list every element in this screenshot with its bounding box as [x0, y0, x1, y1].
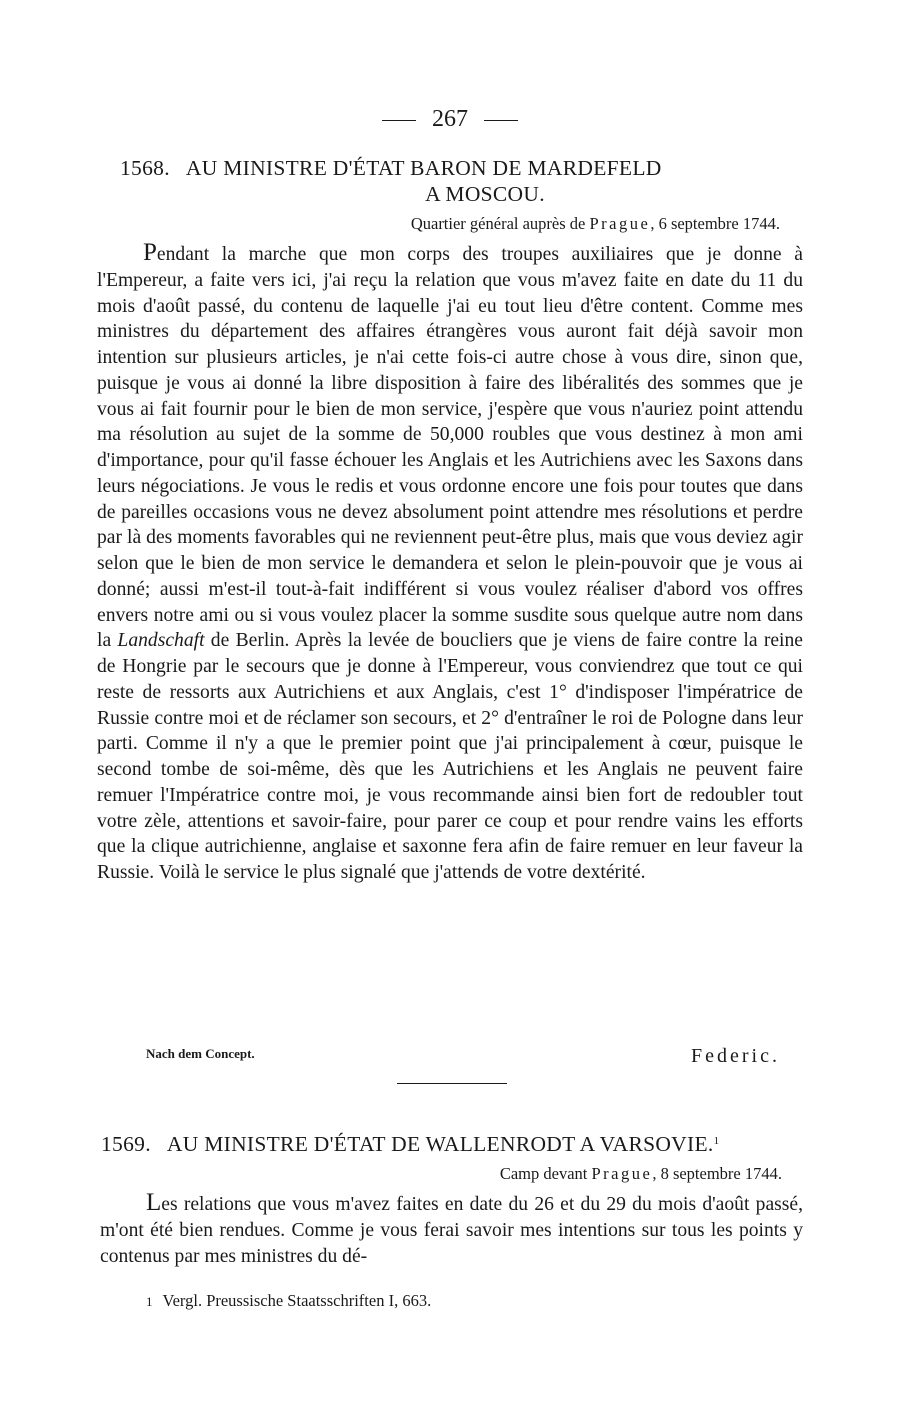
footnote [146, 1291, 431, 1311]
source-note: Nach dem Concept. [146, 1046, 255, 1061]
letter-heading-1568 [120, 155, 810, 207]
letter-dateline-1568 [411, 213, 780, 235]
footnote-marker: 1 [146, 1294, 153, 1309]
footnote-text: Vergl. Preussische Staatsschriften I, 663. [162, 1291, 432, 1310]
dateline-prefix: Camp devant [499, 1164, 588, 1183]
page-number [0, 104, 900, 134]
dateline-prefix: Quartier général auprès de [410, 214, 586, 233]
letter-body-1569 [100, 1190, 803, 1269]
letter-number: 1568. [120, 156, 170, 180]
footnote-reference: 1 [713, 1135, 720, 1147]
body-text: es relations que vous m'avez faites en date du 26 et du 29 du mois d'août passé, m'ont été bien rendues. Comme je vous ferai savoir mes intentions sur tous les points y contenus par mes ministres du dé- [100, 1194, 803, 1267]
page-number-value: 267 [432, 106, 468, 132]
dateline-suffix: , 6 septembre 1744. [650, 214, 780, 233]
letter-title: AU MINISTRE D'ÉTAT DE WALLENRODT A VARSOVIE. [166, 1132, 714, 1156]
body-initial: P [143, 239, 157, 266]
letter-heading-1569 [101, 1128, 821, 1157]
letter-number: 1569. [101, 1132, 151, 1156]
section-divider [397, 1083, 507, 1084]
body-initial: L [146, 1189, 162, 1216]
body-text-part2: de Berlin. Après la levée de boucliers que je viens de faire contre la reine de Hongrie par le secours que je donne à l'Empereur, vous conviendrez que tout ce qui reste de ressorts aux Autrichiens et aux Anglais, c'est 1° d'indisposer l'impératrice de Russie contre moi et de réclamer son secours, et 2° d'entraîner le roi de Pologne dans leur parti. Comme il n'y a que le premier point que j'ai principalement à cœur, puisque le second tombe de soi-même, dès que les Autrichiens et les Anglais ne peuvent faire remuer l'Impératrice contre moi, je vous recommande ainsi bien fort de redoubler tout votre zèle, attentions et savoir-faire, pour parer ce coup et pour rendre vains les efforts que la clique autrichienne, anglaise et saxonne fera afin de faire remuer en leur faveur la Russie. Voilà le service le plus signalé que j'attends de votre dextérité. [97, 630, 803, 883]
page-number-left-rule [382, 120, 416, 121]
dateline-place: Prague [589, 214, 651, 233]
letter-body-1568 [97, 240, 803, 886]
page-number-right-rule [484, 120, 518, 121]
letter-dateline-1569 [500, 1163, 782, 1185]
dateline-place: Prague [591, 1164, 653, 1183]
letter-title-line1: AU MINISTRE D'ÉTAT BARON DE MARDEFELD [185, 156, 662, 180]
body-italic-term: Landschaft [117, 630, 205, 652]
body-text-part1: endant la marche que mon corps des troupes auxiliaires que je donne à l'Empereur, a faite vers ici, j'ai reçu la relation que vous m'avez faite en date du 11 du mois d'août passé, du contenu de laquelle j'ai eu tout lieu d'être content. Comme mes ministres du département des affaires étrangères vous auront fait déjà savoir mon intention sur plusieurs articles, je n'ai cette fois-ci autre chose à vous dire, sinon que, puisque je vous ai donné la libre disposition à faire des libéralités des sommes que je vous ai fait fournir pour le bien de mon service, j'espère que vous n'auriez point attendu ma résolution au sujet de la somme de 50,000 roubles que vous destinez à mon ami d'importance, pour qu'il fasse échouer les Anglais et les Autrichiens avec les Saxons dans leurs négociations. Je vous le redis et vous ordonne encore une fois pour toutes que dans de pareilles occasions vous ne devez absolument point attendre mes résolutions et perdre par là des moments favorables qui ne reviennent peut-être plus, mais que vous deviez agir selon que le bien de mon service le demandera et selon le plein-pouvoir que je vous ai donné; aussi m'est-il tout-à-fait indifférent si vous voulez réaliser d'abord vos offres envers notre ami ou si vous voulez placer la somme susdite sous quelque autre nom dans la [97, 244, 803, 652]
letter-title-line2: A MOSCOU. [425, 182, 545, 206]
dateline-suffix: , 8 septembre 1744. [652, 1164, 782, 1183]
signature: Federic. [691, 1045, 780, 1067]
